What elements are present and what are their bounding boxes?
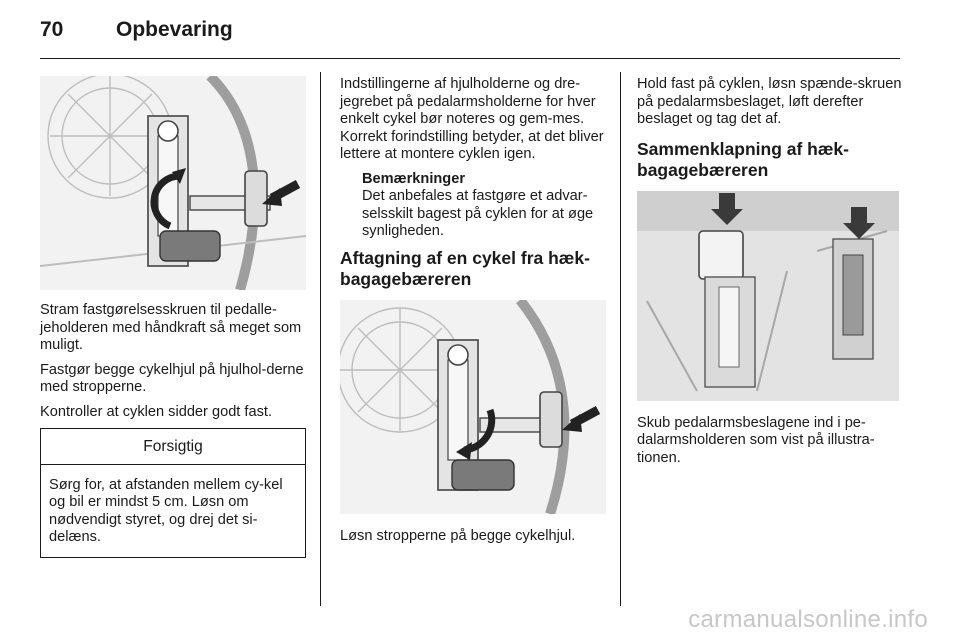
caption-loosen-straps: Løsn stropperne på begge cykelhjul. bbox=[340, 527, 576, 544]
paragraph-settings: Indstillingerne af hjulholderne og dre-jegrebet på pedalarmsholderne for hver enkelt cykel bør noteres og gem-mes. Korrekt forindstilling betyder, at det bliver lettere at montere cyklen igen. bbox=[340, 76, 604, 162]
instruction-remove-bracket: Hold fast på cyklen, løsn spænde-skruen på pedalarmsbeslaget, løft derefter beslaget og tag det af. bbox=[637, 76, 902, 127]
illustration-loosen-straps bbox=[340, 300, 606, 514]
header-divider bbox=[40, 58, 900, 59]
column-3 bbox=[637, 76, 903, 474]
instruction-push-brackets: Skub pedalarmsbeslagene ind i pe-dalarmsholderen som vist på illustra-tionen. bbox=[637, 414, 875, 466]
chapter-title: Opbevaring bbox=[116, 18, 233, 41]
column-1 bbox=[40, 76, 306, 558]
caution-title: Forsigtig bbox=[41, 429, 305, 465]
note-text: Det anbefales at fastgøre et advar-selsskilt bagest på cyklen for at øge synligheden. bbox=[362, 188, 594, 239]
instruction-tighten-screw: Stram fastgørelsesskruen til pedalle-jeholderen med håndkraft så meget som muligt. bbox=[40, 302, 302, 353]
column-divider-1 bbox=[320, 72, 321, 606]
watermark: carmanualsonline.info bbox=[688, 606, 928, 633]
page-header bbox=[40, 14, 920, 50]
note-heading: Bemærkninger bbox=[362, 170, 465, 187]
column-2 bbox=[340, 76, 606, 552]
illustration-push-brackets bbox=[637, 191, 899, 401]
caution-text: Sørg for, at afstanden mellem cy-kel og bil er mindst 5 cm. Løsn om nødvendigt styret, og drej det si-delæns. bbox=[49, 476, 283, 545]
instruction-check-bike: Kontroller at cyklen sidder godt fast. bbox=[40, 403, 272, 420]
caution-box bbox=[40, 428, 306, 558]
instruction-secure-wheels: Fastgør begge cykelhjul på hjulhol-derne med stropperne. bbox=[40, 361, 304, 395]
section-heading-remove-bike: Aftagning af en cykel fra hæk-bagagebæreren bbox=[340, 247, 590, 289]
column-divider-2 bbox=[620, 72, 621, 606]
illustration-pedal-holder-tighten bbox=[40, 76, 306, 290]
page-number: 70 bbox=[40, 18, 64, 41]
section-heading-fold-carrier: Sammenklapning af hæk-bagagebæreren bbox=[637, 138, 849, 180]
